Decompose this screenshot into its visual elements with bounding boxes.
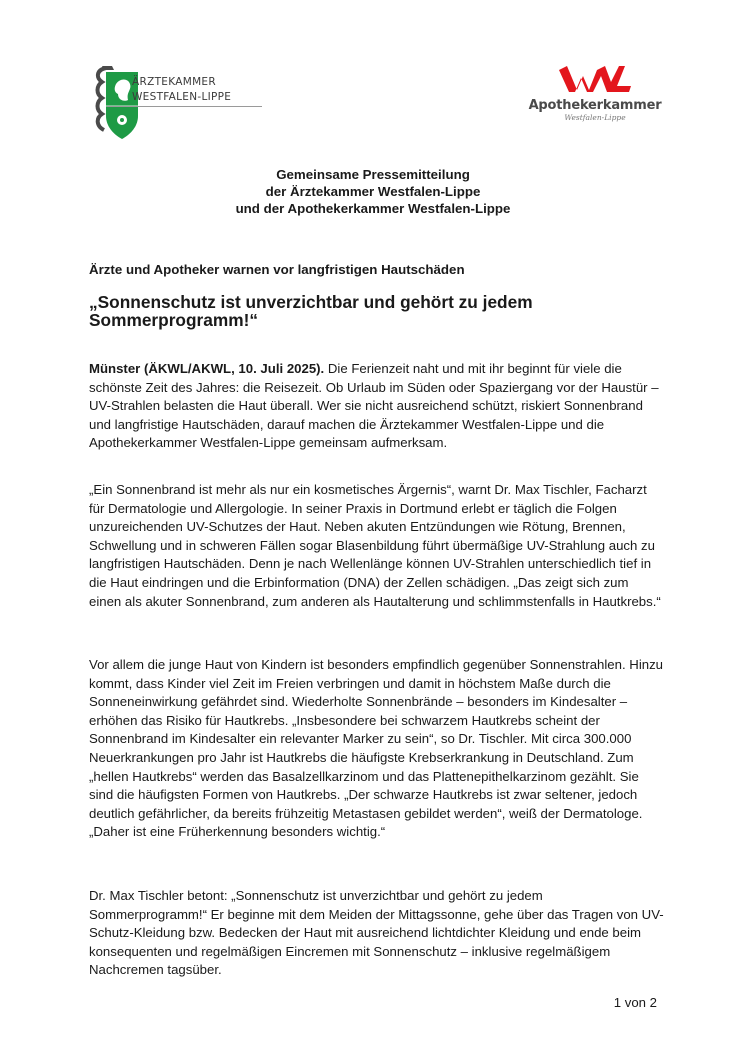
headline: „Sonnenschutz ist unverzichtbar und gehört zu jedem Sommerprogramm!“: [89, 292, 533, 330]
aerztekammer-logo: [92, 62, 262, 140]
akwl-wave-icon: [557, 62, 633, 94]
page-number: 1 von 2: [613, 995, 657, 1010]
logo-divider: [107, 106, 262, 107]
aerztekammer-name-line1: ÄRZTEKAMMER: [132, 76, 216, 88]
header-line-3: und der Apothekerkammer Westfalen-Lippe: [235, 201, 511, 216]
header-line-2: der Ärztekammer Westfalen-Lippe: [265, 184, 481, 199]
paragraph-4: Dr. Max Tischler betont: „Sonnenschutz ist unverzichtbar und gehört zu jedem Sommerprogramm!“ Er beginne mit dem Meiden der Mittagssonne, gehe über das Tragen von UV-Schutz-Kleidung bzw. Bedecken der Haut mit ausreichend lichtdichter Kleidung und ende beim konsequenten und regelmäßigen Eincremen mit Sonnenschutz – inklusive regelmäßigem Nachcremen tagsüber.: [89, 888, 664, 978]
paragraph-intro: [89, 360, 664, 453]
header-line-1: Gemeinsame Pressemitteilung: [276, 167, 470, 182]
paragraph-intro-text: Die Ferienzeit naht und mit ihr beginnt für viele die schönste Zeit des Jahres: die Reisezeit. Ob Urlaub im Süden oder Spaziergang vor der Haustür – UV-Strahlen belasten die Haut überall. Wer sie nicht ausreichend schützt, riskiert Sonnenbrand und langfristige Hautschäden, darauf machen die Ärztekammer Westfalen-Lippe und die Apothekerkammer Westfalen-Lippe gemeinsam aufmerksam.: [89, 361, 659, 451]
aerztekammer-wordmark: [132, 75, 231, 105]
apothekerkammer-sub: Westfalen-Lippe: [564, 113, 626, 122]
apothekerkammer-logo: [520, 62, 670, 137]
press-release-header: [0, 166, 746, 217]
subtitle: Ärzte und Apotheker warnen vor langfristigen Hautschäden: [89, 262, 465, 277]
aerztekammer-name-line2: WESTFALEN-LIPPE: [132, 91, 232, 103]
apothekerkammer-name: Apothekerkammer: [528, 98, 662, 113]
paragraph-3: Vor allem die junge Haut von Kindern ist besonders empfindlich gegenüber Sonnenstrahlen. Hinzu kommt, dass Kinder viel Zeit im Freien verbringen und damit in höchstem Maße durch die Sonneneinwirkung gefährdet sind. Wiederholte Sonnenbrände – besonders im Kindesalter – erhöhen das Risiko für Hautkrebs. „Insbesondere bei schwarzem Hautkrebs scheint der Sonnenbrand im Kindesalter ein relevanter Marker zu sein“, so Dr. Tischler. Mit circa 300.000 Neuerkrankungen pro Jahr ist Hautkrebs die häufigste Krebserkrankung in Deutschland. Zum „hellen Hautkrebs“ werden das Basalzellkarzinom und das Plattenepithelkarzinom gezählt. Sie sind die häufigsten Formen von Hautkrebs. „Der schwarze Hautkrebs ist zwar seltener, jedoch deutlich gefährlicher, da bereits frühzeitig Metastasen gebildet werden“, weiß der Dermatologe. „Daher ist eine Früherkennung besonders wichtig.“: [89, 657, 664, 840]
dateline: Münster (ÄKWL/AKWL, 10. Juli 2025).: [89, 361, 325, 376]
paragraph-2: „Ein Sonnenbrand ist mehr als nur ein kosmetisches Ärgernis“, warnt Dr. Max Tischler, Facharzt für Dermatologie und Allergologie. In seiner Praxis in Dortmund erlebt er täglich die Folgen unzureichenden UV-Schutzes der Haut. Neben akuten Entzündungen wie Rötung, Brennen, Schwellung und in schweren Fällen sogar Blasenbildung führt übermäßige UV-Strahlung auch zu langfristigen Hautschäden. Denn je nach Wellenlänge können UV-Strahlen unterschiedlich tief in die Haut eindringen und die Erbinformation (DNA) der Zellen schädigen. „Das zeigt sich zum einen als akuter Sonnenbrand, zum anderen als Hautalterung und schlimmstenfalls in Hautkrebs.“: [89, 482, 661, 609]
